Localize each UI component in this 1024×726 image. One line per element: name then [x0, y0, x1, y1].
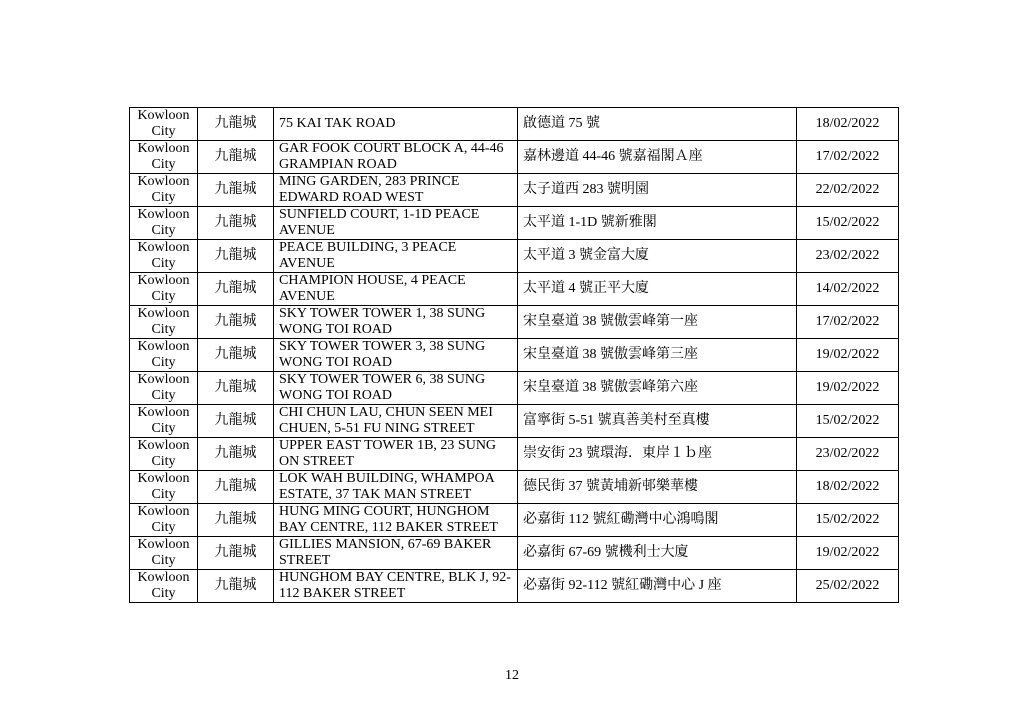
district-zh-cell: 九龍城	[198, 438, 274, 471]
district-zh-cell: 九龍城	[198, 273, 274, 306]
date-cell: 17/02/2022	[797, 306, 899, 339]
date-cell: 14/02/2022	[797, 273, 899, 306]
date-cell: 23/02/2022	[797, 240, 899, 273]
district-zh-cell: 九龍城	[198, 240, 274, 273]
address-zh-cell: 太平道 3 號金富大廈	[518, 240, 797, 273]
table-row	[130, 339, 899, 372]
district-en-cell: Kowloon City	[130, 339, 198, 372]
district-en-cell: Kowloon City	[130, 438, 198, 471]
address-en-cell: PEACE BUILDING, 3 PEACE AVENUE	[274, 240, 518, 273]
table-row	[130, 141, 899, 174]
district-zh-cell: 九龍城	[198, 504, 274, 537]
address-en-cell: LOK WAH BUILDING, WHAMPOA ESTATE, 37 TAK MAN STREET	[274, 471, 518, 504]
district-en-cell: Kowloon City	[130, 471, 198, 504]
table-row	[130, 108, 899, 141]
address-en-cell: CHI CHUN LAU, CHUN SEEN MEI CHUEN, 5-51 FU NING STREET	[274, 405, 518, 438]
table-row	[130, 570, 899, 603]
district-en-cell: Kowloon City	[130, 141, 198, 174]
table-row	[130, 405, 899, 438]
address-en-cell: UPPER EAST TOWER 1B, 23 SUNG ON STREET	[274, 438, 518, 471]
address-zh-cell: 必嘉街 92-112 號紅磡灣中心 J 座	[518, 570, 797, 603]
table-row	[130, 273, 899, 306]
address-zh-cell: 必嘉街 112 號紅磡灣中心鴻鳴閣	[518, 504, 797, 537]
address-zh-cell: 德民街 37 號黃埔新邨樂華樓	[518, 471, 797, 504]
date-cell: 19/02/2022	[797, 537, 899, 570]
district-zh-cell: 九龍城	[198, 372, 274, 405]
address-en-cell: GILLIES MANSION, 67-69 BAKER STREET	[274, 537, 518, 570]
address-zh-cell: 宋皇臺道 38 號傲雲峰第三座	[518, 339, 797, 372]
address-en-cell: SKY TOWER TOWER 1, 38 SUNG WONG TOI ROAD	[274, 306, 518, 339]
district-zh-cell: 九龍城	[198, 339, 274, 372]
date-cell: 15/02/2022	[797, 405, 899, 438]
district-zh-cell: 九龍城	[198, 537, 274, 570]
district-zh-cell: 九龍城	[198, 306, 274, 339]
district-en-cell: Kowloon City	[130, 240, 198, 273]
district-zh-cell: 九龍城	[198, 108, 274, 141]
table-row	[130, 471, 899, 504]
address-table-body	[130, 108, 899, 603]
date-cell: 15/02/2022	[797, 504, 899, 537]
address-zh-cell: 宋皇臺道 38 號傲雲峰第一座	[518, 306, 797, 339]
table-row	[130, 240, 899, 273]
table-row	[130, 306, 899, 339]
address-zh-cell: 宋皇臺道 38 號傲雲峰第六座	[518, 372, 797, 405]
district-en-cell: Kowloon City	[130, 273, 198, 306]
address-en-cell: SKY TOWER TOWER 3, 38 SUNG WONG TOI ROAD	[274, 339, 518, 372]
date-cell: 18/02/2022	[797, 471, 899, 504]
district-en-cell: Kowloon City	[130, 306, 198, 339]
date-cell: 17/02/2022	[797, 141, 899, 174]
address-zh-cell: 太平道 4 號正平大廈	[518, 273, 797, 306]
address-en-cell: CHAMPION HOUSE, 4 PEACE AVENUE	[274, 273, 518, 306]
district-zh-cell: 九龍城	[198, 471, 274, 504]
district-en-cell: Kowloon City	[130, 537, 198, 570]
district-en-cell: Kowloon City	[130, 372, 198, 405]
address-zh-cell: 必嘉街 67-69 號機利士大廈	[518, 537, 797, 570]
table-row	[130, 537, 899, 570]
address-zh-cell: 啟德道 75 號	[518, 108, 797, 141]
date-cell: 15/02/2022	[797, 207, 899, 240]
district-en-cell: Kowloon City	[130, 504, 198, 537]
address-en-cell: MING GARDEN, 283 PRINCE EDWARD ROAD WEST	[274, 174, 518, 207]
table-row	[130, 504, 899, 537]
district-en-cell: Kowloon City	[130, 174, 198, 207]
table-row	[130, 372, 899, 405]
address-en-cell: SKY TOWER TOWER 6, 38 SUNG WONG TOI ROAD	[274, 372, 518, 405]
table-row	[130, 438, 899, 471]
date-cell: 18/02/2022	[797, 108, 899, 141]
district-zh-cell: 九龍城	[198, 174, 274, 207]
date-cell: 22/02/2022	[797, 174, 899, 207]
district-zh-cell: 九龍城	[198, 570, 274, 603]
address-en-cell: SUNFIELD COURT, 1-1D PEACE AVENUE	[274, 207, 518, 240]
date-cell: 19/02/2022	[797, 339, 899, 372]
address-table	[129, 107, 899, 603]
address-en-cell: GAR FOOK COURT BLOCK A, 44-46 GRAMPIAN ROAD	[274, 141, 518, 174]
table-row	[130, 207, 899, 240]
district-zh-cell: 九龍城	[198, 207, 274, 240]
table-row	[130, 174, 899, 207]
address-en-cell: HUNGHOM BAY CENTRE, BLK J, 92-112 BAKER STREET	[274, 570, 518, 603]
date-cell: 23/02/2022	[797, 438, 899, 471]
address-zh-cell: 崇安街 23 號環海．東岸１ｂ座	[518, 438, 797, 471]
date-cell: 19/02/2022	[797, 372, 899, 405]
district-zh-cell: 九龍城	[198, 405, 274, 438]
address-en-cell: 75 KAI TAK ROAD	[274, 108, 518, 141]
date-cell: 25/02/2022	[797, 570, 899, 603]
address-zh-cell: 太子道西 283 號明園	[518, 174, 797, 207]
district-en-cell: Kowloon City	[130, 405, 198, 438]
address-en-cell: HUNG MING COURT, HUNGHOM BAY CENTRE, 112 BAKER STREET	[274, 504, 518, 537]
page-number: 12	[505, 668, 519, 683]
district-en-cell: Kowloon City	[130, 570, 198, 603]
district-en-cell: Kowloon City	[130, 108, 198, 141]
address-zh-cell: 富寧街 5-51 號真善美村至真樓	[518, 405, 797, 438]
address-zh-cell: 嘉林邊道 44-46 號嘉福閣Ａ座	[518, 141, 797, 174]
district-en-cell: Kowloon City	[130, 207, 198, 240]
address-zh-cell: 太平道 1-1D 號新雅閣	[518, 207, 797, 240]
district-zh-cell: 九龍城	[198, 141, 274, 174]
